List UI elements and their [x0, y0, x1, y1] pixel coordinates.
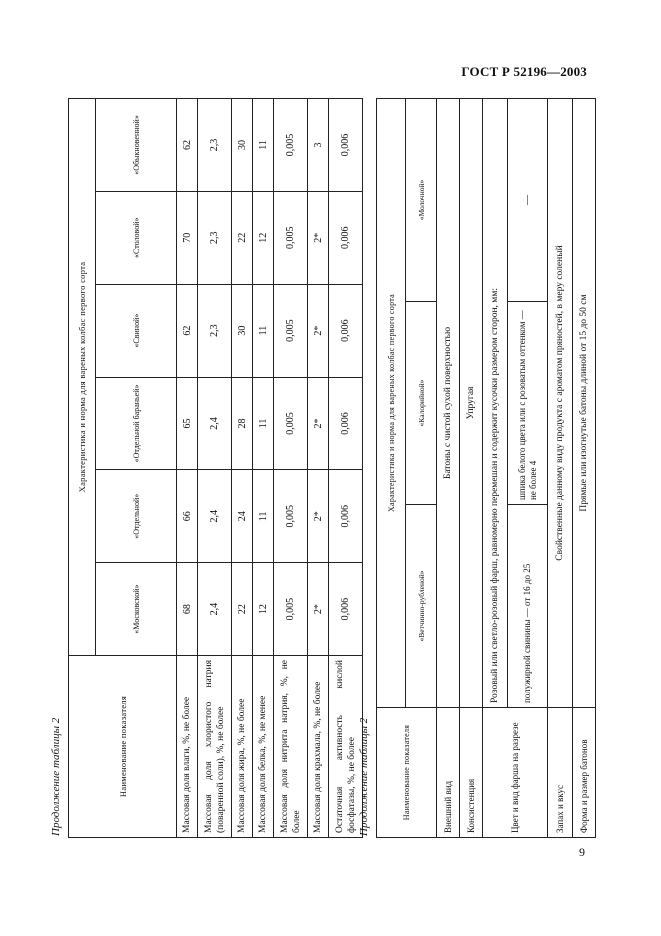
table-row: [437, 99, 460, 838]
cell: 62: [177, 99, 198, 192]
cell: 0,005: [274, 99, 308, 192]
cell: 2*: [308, 470, 329, 563]
cell: 0,006: [329, 470, 363, 563]
cell: полужирной свинины — от 16 до 25: [508, 505, 548, 708]
cell: Розовый или светло-розовый фарш, равномерно перемешан и содержит кусочки размером сторон, мм:: [483, 99, 508, 708]
table-row: [253, 99, 274, 838]
cell: 2,3: [198, 99, 232, 192]
table-caption: Продолжение таблицы 2: [358, 717, 370, 836]
page-number: 9: [579, 845, 585, 859]
cell: 62: [177, 284, 198, 377]
cell: 2,4: [198, 470, 232, 563]
cell: Батоны с чистой сухой поверхностью: [437, 99, 460, 708]
span-header: Характеристика и норма для вареных колбас первого сорта: [377, 99, 406, 708]
row-name: Массовая доля белка, %, не менее: [253, 656, 274, 838]
cell: 0,005: [274, 284, 308, 377]
cell: 66: [177, 470, 198, 563]
cell: 2*: [308, 563, 329, 656]
cell: 2*: [308, 284, 329, 377]
name-header: Наименование показателя: [69, 656, 177, 838]
cell: Прямые или изогнутые батоны длиной от 15 до 50 см: [573, 99, 596, 708]
sort-header: «Ветчинно-рубленой»: [406, 505, 437, 708]
sort-header: «Отдельной»: [96, 470, 177, 563]
table-row: [308, 99, 329, 838]
cell: Свойственные данному виду продукта с ароматом пряностей, в меру соленый: [548, 99, 573, 708]
cell: 2*: [308, 191, 329, 284]
sort-header: «Московской»: [96, 563, 177, 656]
row-name: Массовая доля нитрита натрия, %, не более: [274, 656, 308, 838]
cell: 0,005: [274, 377, 308, 470]
sort-header: «Столовой»: [96, 191, 177, 284]
properties-table-2: [376, 98, 596, 838]
sort-header: «Отдельной бараньей»: [96, 377, 177, 470]
row-name: Массовая доля хлористого натрия (поваренной соли), %, не более: [198, 656, 232, 838]
cell: 65: [177, 377, 198, 470]
cell: 24: [232, 470, 253, 563]
cell: 30: [232, 99, 253, 192]
cell: 2,4: [198, 563, 232, 656]
cell: 11: [253, 284, 274, 377]
row-name: Консистенция: [460, 708, 483, 838]
cell: 12: [253, 191, 274, 284]
cell: 2,3: [198, 191, 232, 284]
table-row: [198, 99, 232, 838]
table-row: [274, 99, 308, 838]
table-block-1: [44, 98, 357, 838]
table-row: [460, 99, 483, 838]
cell: 12: [253, 563, 274, 656]
cell: —: [508, 99, 548, 302]
standard-header: ГОСТ Р 52196—2003: [461, 64, 587, 79]
cell: 0,005: [274, 470, 308, 563]
cell: 11: [253, 470, 274, 563]
cell: 0,006: [329, 563, 363, 656]
cell: 22: [232, 191, 253, 284]
row-name: Массовая доля жира, %, не более: [232, 656, 253, 838]
cell: 30: [232, 284, 253, 377]
sort-header: «Свиной»: [96, 284, 177, 377]
cell: 68: [177, 563, 198, 656]
row-name: Цвет и вид фарша на разрезе: [483, 708, 548, 838]
name-header: Наименование показателя: [377, 708, 437, 838]
row-name: Форма и размер батонов: [573, 708, 596, 838]
sort-header: «Молочной»: [406, 99, 437, 302]
row-name: Массовая доля влаги, %, не более: [177, 656, 198, 838]
cell: 11: [253, 99, 274, 192]
table-row: [548, 99, 573, 838]
cell: 0,005: [274, 563, 308, 656]
cell: 11: [253, 377, 274, 470]
table-row: [232, 99, 253, 838]
cell: 70: [177, 191, 198, 284]
span-header: Характеристика и норма для вареных колбас первого сорта: [69, 99, 96, 656]
row-name: Остаточная активность кислой фосфатазы, %, не более: [329, 656, 363, 838]
cell: 3: [308, 99, 329, 192]
table-caption: Продолжение таблицы 2: [50, 717, 62, 836]
row-name: Массовая доля крахмала, %, не более: [308, 656, 329, 838]
cell: шпика белого цвета или с розоватым оттенком — не более 4: [508, 302, 548, 505]
cell: 0,006: [329, 284, 363, 377]
sort-header: «Обыкновенной»: [96, 99, 177, 192]
cell: 2,3: [198, 284, 232, 377]
row-name: Запах и вкус: [548, 708, 573, 838]
cell: Упругая: [460, 99, 483, 708]
table-row: [573, 99, 596, 838]
table-row: [483, 99, 508, 838]
cell: 0,005: [274, 191, 308, 284]
cell: 0,006: [329, 191, 363, 284]
properties-table-1: [68, 98, 363, 838]
cell: 0,006: [329, 377, 363, 470]
table-block-2: [352, 98, 588, 838]
cell: 28: [232, 377, 253, 470]
cell: 22: [232, 563, 253, 656]
cell: 2,4: [198, 377, 232, 470]
row-name: Внешний вид: [437, 708, 460, 838]
cell: 0,006: [329, 99, 363, 192]
sort-header: «Калорийной»: [406, 302, 437, 505]
cell: 2*: [308, 377, 329, 470]
table-row: [177, 99, 198, 838]
